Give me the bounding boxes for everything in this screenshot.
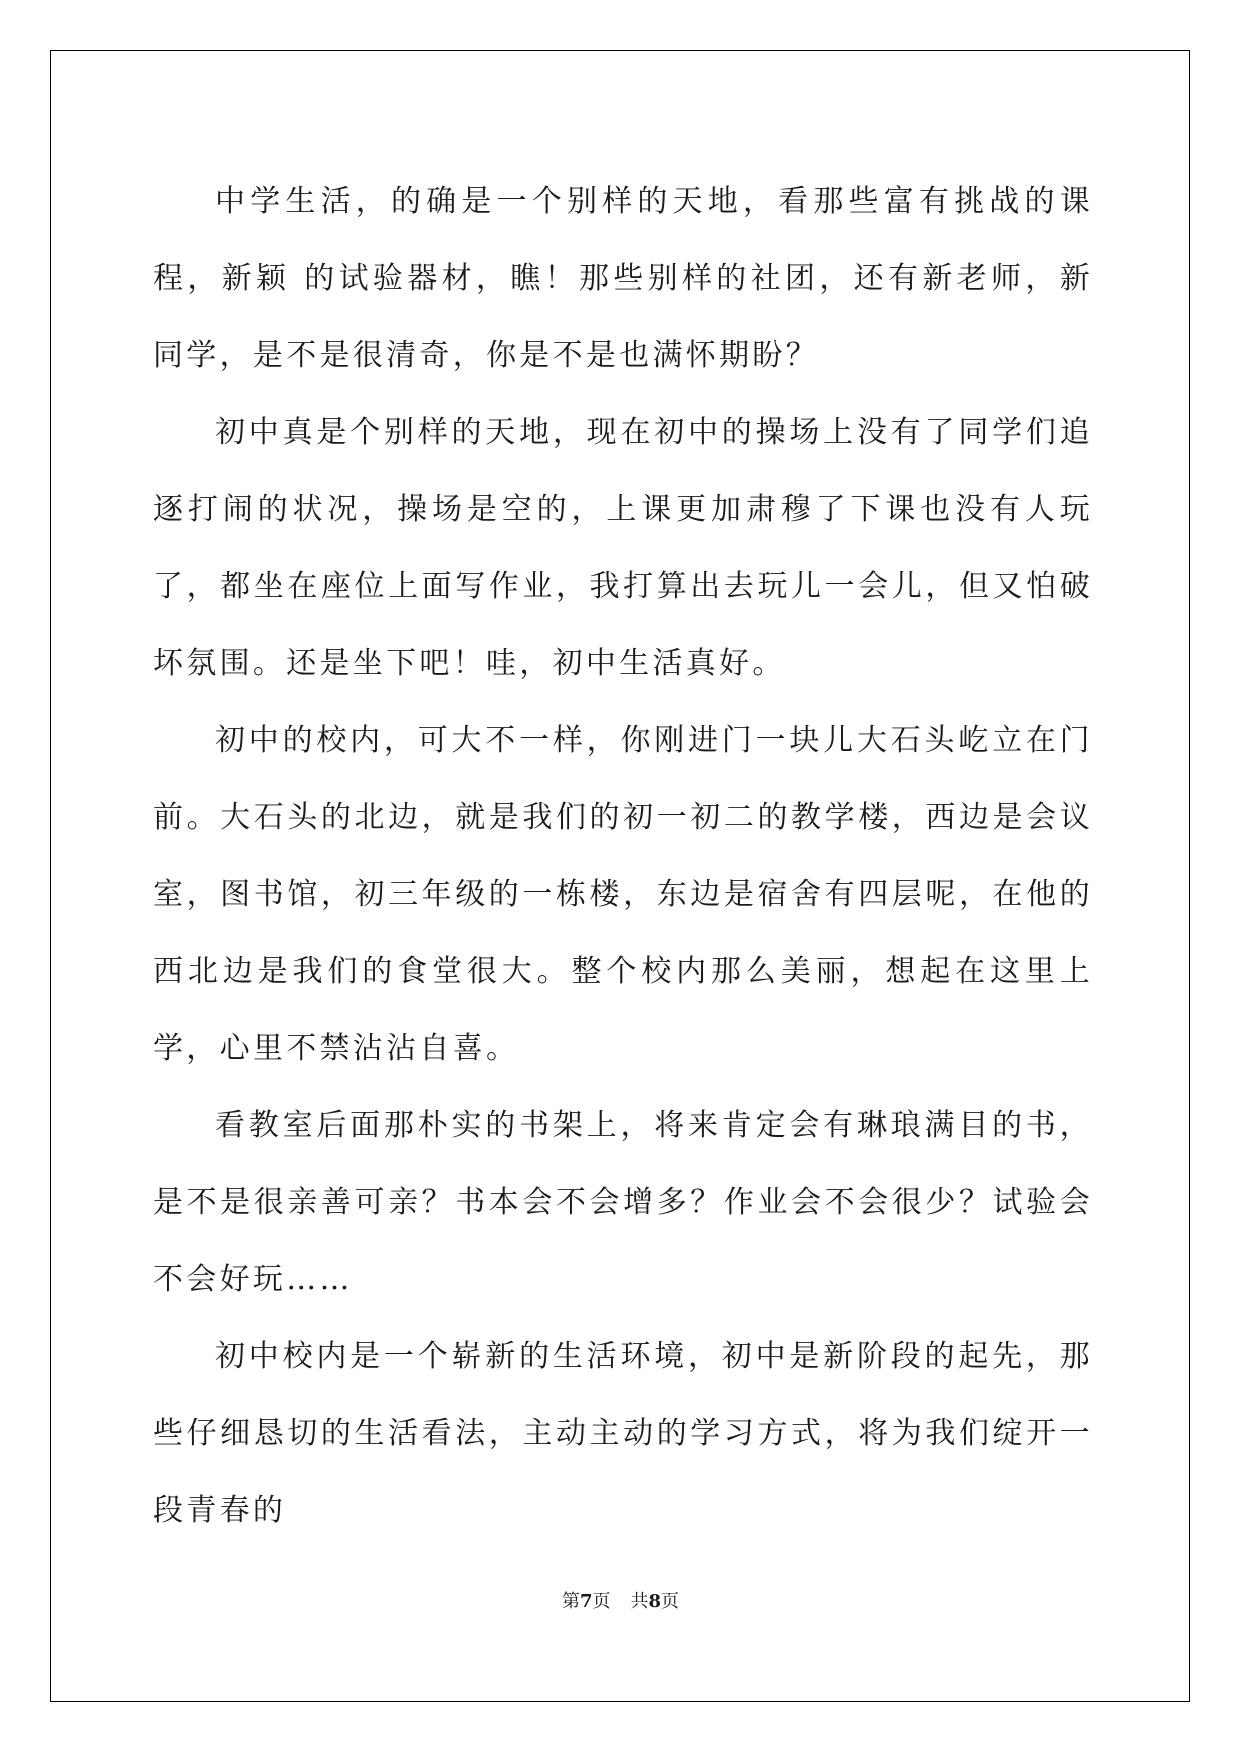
- paragraph-2: 初中真是个别样的天地，现在初中的操场上没有了同学们追逐打闹的状况，操场是空的，上课更加肃穆了下课也没有人玩了，都坐在座位上面写作业，我打算出去玩儿一会儿，但又怕破坏氛围。还是坐下吧！哇，初中生活真好。: [153, 415, 1093, 681]
- footer-total-prefix: 共: [630, 1591, 649, 1612]
- paragraph-3: 初中的校内，可大不一样，你刚进门一块儿大石头屹立在门前。大石头的北边，就是我们的初一初二的教学楼，西边是会议室，图书馆，初三年级的一栋楼，东边是宿舍有四层呢，在他的西北边是我们的食堂很大。整个校内那么美丽，想起在这里上学，心里不禁沾沾自喜。: [153, 723, 1093, 1066]
- paragraph-4: 看教室后面那朴实的书架上，将来肯定会有琳琅满目的书，是不是很亲善可亲？书本会不会增多？作业会不会很少？试验会不会好玩……: [153, 1108, 1093, 1297]
- document-body: [153, 163, 1093, 1549]
- page-footer: [0, 1587, 1241, 1613]
- footer-page-total: 8: [648, 1591, 662, 1612]
- footer-total-unit: 页: [661, 1591, 680, 1612]
- paragraph-1: 中学生活，的确是一个别样的天地，看那些富有挑战的课程，新颖 的试验器材，瞧！那些别样的社团，还有新老师，新同学，是不是很清奇，你是不是也满怀期盼？: [153, 184, 1093, 373]
- footer-page-current: 7: [579, 1591, 593, 1612]
- footer-page-unit: 页: [592, 1591, 611, 1612]
- footer-page-prefix: 第: [561, 1591, 580, 1612]
- paragraph-5: 初中校内是一个崭新的生活环境，初中是新阶段的起先，那些仔细恳切的生活看法，主动主动的学习方式，将为我们绽开一段青春的: [153, 1339, 1093, 1528]
